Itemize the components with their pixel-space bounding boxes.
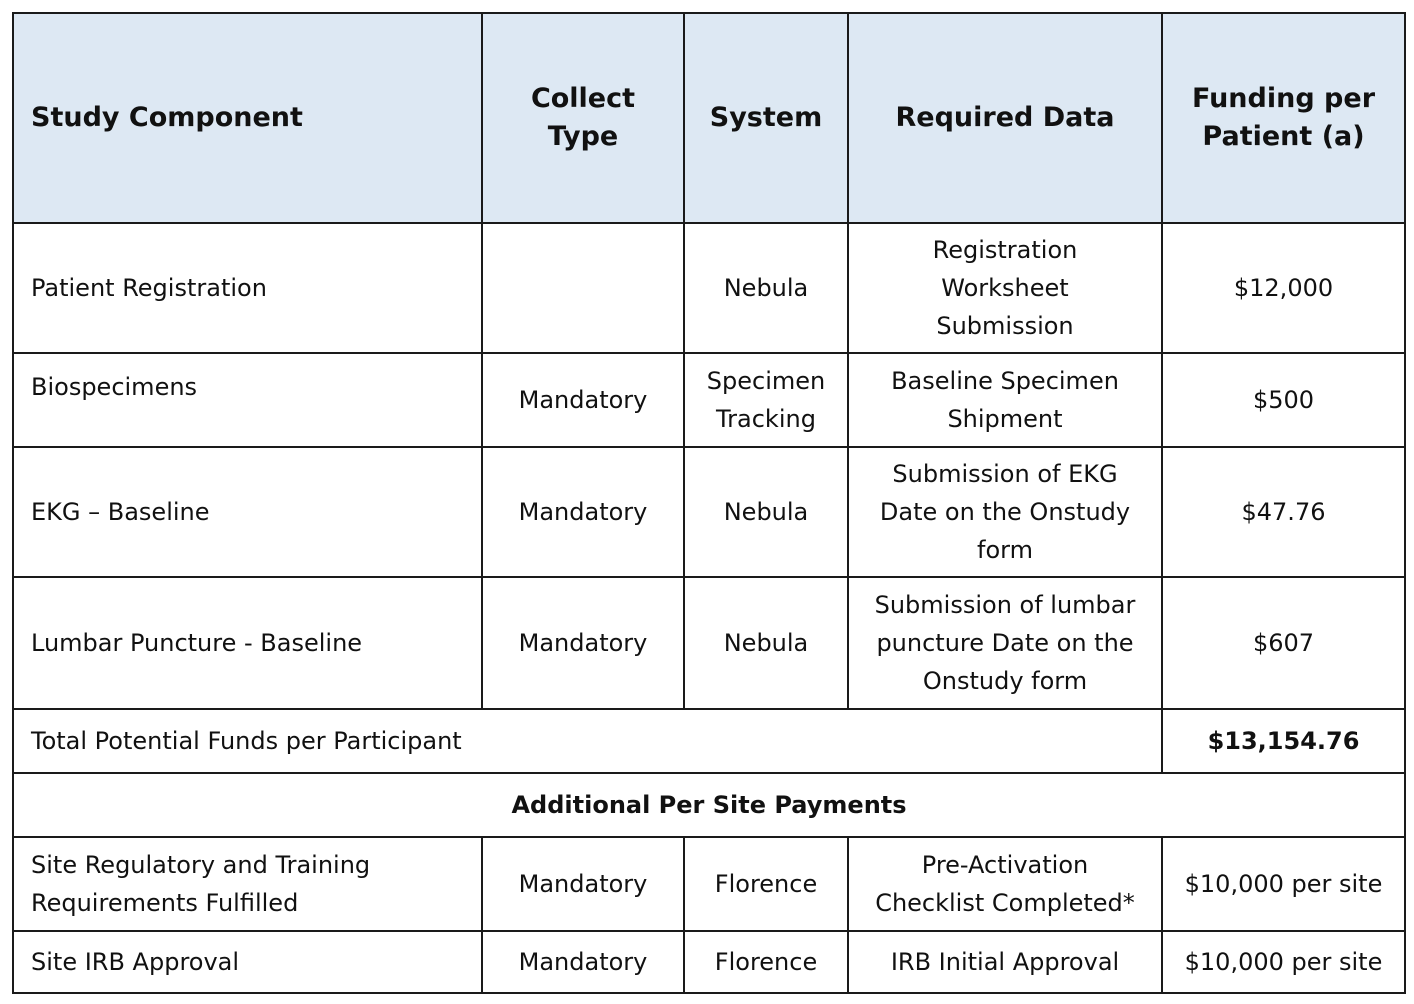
- cell-study-component: Biospecimens: [13, 353, 482, 447]
- cell-collect-type: Mandatory: [482, 577, 684, 709]
- section-row: [13, 773, 1405, 837]
- total-value: $13,154.76: [1162, 709, 1405, 773]
- header-system: System: [684, 13, 848, 223]
- cell-funding: $10,000 per site: [1162, 837, 1405, 931]
- cell-collect-type: Mandatory: [482, 447, 684, 577]
- table-row-ekg-baseline: [13, 447, 1405, 577]
- cell-funding: $500: [1162, 353, 1405, 447]
- cell-system: Nebula: [684, 577, 848, 709]
- cell-system: Nebula: [684, 223, 848, 353]
- table-row-patient-registration: [13, 223, 1405, 353]
- table-row-site-regulatory: [13, 837, 1405, 931]
- cell-funding: $47.76: [1162, 447, 1405, 577]
- header-collect-type: Collect Type: [482, 13, 684, 223]
- table-row-biospecimens: [13, 353, 1405, 447]
- header-study-component: Study Component: [13, 13, 482, 223]
- section-title: Additional Per Site Payments: [13, 773, 1405, 837]
- table-row-site-irb-approval: [13, 931, 1405, 993]
- cell-system: Florence: [684, 837, 848, 931]
- cell-study-component: EKG – Baseline: [13, 447, 482, 577]
- cell-collect-type: Mandatory: [482, 837, 684, 931]
- cell-required-data: Pre-Activation Checklist Completed*: [848, 837, 1162, 931]
- cell-required-data: IRB Initial Approval: [848, 931, 1162, 993]
- funding-table: [12, 12, 1406, 994]
- header-row: [13, 13, 1405, 223]
- cell-required-data: Registration Worksheet Submission: [848, 223, 1162, 353]
- cell-collect-type: Mandatory: [482, 931, 684, 993]
- cell-study-component: Site IRB Approval: [13, 931, 482, 993]
- cell-study-component: Lumbar Puncture - Baseline: [13, 577, 482, 709]
- total-row: [13, 709, 1405, 773]
- cell-system: Nebula: [684, 447, 848, 577]
- cell-system: Florence: [684, 931, 848, 993]
- total-label: Total Potential Funds per Participant: [13, 709, 1162, 773]
- table-row-lumbar-puncture-baseline: [13, 577, 1405, 709]
- header-required-data: Required Data: [848, 13, 1162, 223]
- cell-funding: $607: [1162, 577, 1405, 709]
- cell-required-data: Submission of EKG Date on the Onstudy form: [848, 447, 1162, 577]
- cell-system: Specimen Tracking: [684, 353, 848, 447]
- cell-funding: $12,000: [1162, 223, 1405, 353]
- cell-study-component: Site Regulatory and Training Requirements Fulfilled: [13, 837, 482, 931]
- cell-required-data: Submission of lumbar puncture Date on the Onstudy form: [848, 577, 1162, 709]
- header-funding-per-patient: Funding per Patient (a): [1162, 13, 1405, 223]
- cell-study-component: Patient Registration: [13, 223, 482, 353]
- cell-funding: $10,000 per site: [1162, 931, 1405, 993]
- cell-collect-type: Mandatory: [482, 353, 684, 447]
- cell-required-data: Baseline Specimen Shipment: [848, 353, 1162, 447]
- cell-collect-type: [482, 223, 684, 353]
